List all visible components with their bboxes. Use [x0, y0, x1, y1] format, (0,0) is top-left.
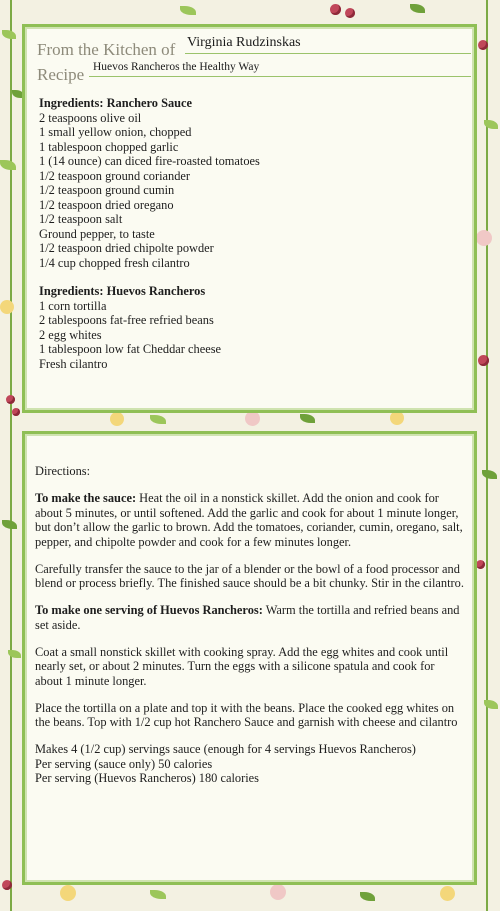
- right-vine: [486, 0, 488, 911]
- leaf-icon: [150, 890, 166, 899]
- leaf-icon: [300, 414, 315, 423]
- leaf-icon: [410, 4, 425, 13]
- list-item: 1 tablespoon low fat Cheddar cheese: [39, 342, 222, 356]
- flower-icon: [270, 884, 286, 900]
- leaf-icon: [360, 892, 375, 901]
- leaf-icon: [2, 30, 16, 39]
- list-item: 1/2 teaspoon dried oregano: [39, 197, 174, 212]
- flower-icon: [60, 885, 76, 901]
- place-directions: Place the tortilla on a plate and top it with the beans. Place the cooked egg whites on the beans. Top with 1/2 cup hot Ranchero Sauce and garnish with cheese and cilantro: [35, 700, 458, 729]
- directions-card: [22, 431, 477, 885]
- from-kitchen-label: From the Kitchen of: [37, 40, 176, 59]
- list-item: 1 (14 ounce) can diced fire-roasted tomatoes: [39, 154, 260, 168]
- directions-section: [35, 464, 464, 786]
- list-item: 2 teaspoons olive oil: [39, 110, 142, 125]
- serving-directions-lead: To make one serving of Huevos Rancheros:: [35, 603, 263, 617]
- berry-icon: [2, 880, 12, 890]
- berry-icon: [345, 8, 355, 18]
- serving-directions: [35, 603, 464, 632]
- sauce-directions-lead: To make the sauce:: [35, 491, 137, 505]
- serving-directions-text: Warm the tortilla and refried beans and set aside.: [35, 603, 460, 632]
- flower-icon: [390, 411, 404, 425]
- list-item: Ground pepper, to taste: [39, 226, 155, 241]
- flower-icon: [110, 412, 124, 426]
- list-item: 1/2 teaspoon dried chipolte powder: [39, 241, 214, 255]
- flower-icon: [0, 300, 14, 314]
- author-name: Virginia Rudzinskas: [187, 35, 301, 50]
- transfer-directions: Carefully transfer the sauce to the jar of a blender or the bowl of a food processor and blend or process briefly. The finished sauce should be a bit chunky. Stir in the cilantro.: [35, 561, 464, 590]
- leaf-icon: [2, 520, 17, 529]
- coat-directions: Coat a small nonstick skillet with cooking spray. Add the egg whites and cook until nearly set, or about 2 minutes. Turn the eggs with a silicone spatula and cook for about 1 minute longer.: [35, 644, 449, 688]
- directions-label: Directions:: [35, 464, 91, 478]
- nutrition-info: [35, 742, 464, 786]
- list-item: 1/2 teaspoon ground coriander: [39, 168, 191, 183]
- makes-servings: Makes 4 (1/2 cup) servings sauce (enough for 4 servings Huevos Rancheros): [35, 742, 416, 756]
- sauce-directions-text: Heat the oil in a nonstick skillet. Add the onion and cook for about 5 minutes, or until softened. Add the garlic and cook for about 1 minute longer, but don’t allow the garlic to brown. Add the tomatoes, coriander, cumin, oregano, salt, pepper, and chipolte powder and cook for a few minutes longer.: [35, 491, 463, 549]
- list-item: 2 egg whites: [39, 327, 102, 342]
- list-item: 1 tablespoon chopped garlic: [39, 139, 179, 154]
- berry-icon: [330, 4, 341, 15]
- recipe-title: Huevos Rancheros the Healthy Way: [93, 61, 260, 73]
- list-item: 1/4 cup chopped fresh cilantro: [39, 255, 190, 270]
- list-item: 2 tablespoons fat-free refried beans: [39, 313, 214, 327]
- leaf-icon: [0, 160, 16, 170]
- sauce-directions: [35, 491, 464, 549]
- sauce-heading: Ingredients: Ranchero Sauce: [39, 96, 193, 110]
- list-item: Fresh cilantro: [39, 356, 108, 371]
- huevos-heading: Ingredients: Huevos Rancheros: [39, 284, 206, 298]
- flower-icon: [440, 886, 455, 901]
- berry-icon: [12, 408, 20, 416]
- huevos-ingredient-list: [39, 299, 460, 372]
- berry-icon: [478, 40, 488, 50]
- leaf-icon: [482, 470, 497, 479]
- flower-icon: [245, 411, 260, 426]
- leaf-icon: [150, 415, 166, 424]
- flower-icon: [476, 230, 492, 246]
- list-item: 1/2 teaspoon ground cumin: [39, 183, 175, 197]
- sauce-ingredient-list: [39, 111, 460, 271]
- list-item: 1 corn tortilla: [39, 298, 107, 313]
- leaf-icon: [180, 6, 196, 15]
- author-underline: [185, 53, 471, 54]
- ingredients-card: [22, 24, 477, 413]
- ingredients-section: [39, 96, 460, 371]
- calories-sauce: Per serving (sauce only) 50 calories: [35, 756, 213, 771]
- list-item: 1/2 teaspoon salt: [39, 212, 123, 226]
- berry-icon: [478, 355, 489, 366]
- berry-icon: [476, 560, 485, 569]
- calories-huevos: Per serving (Huevos Rancheros) 180 calories: [35, 771, 259, 785]
- list-item: 1 small yellow onion, chopped: [39, 125, 192, 139]
- recipe-underline: [89, 76, 471, 77]
- left-vine: [10, 0, 12, 911]
- berry-icon: [6, 395, 15, 404]
- recipe-label: Recipe: [37, 65, 85, 84]
